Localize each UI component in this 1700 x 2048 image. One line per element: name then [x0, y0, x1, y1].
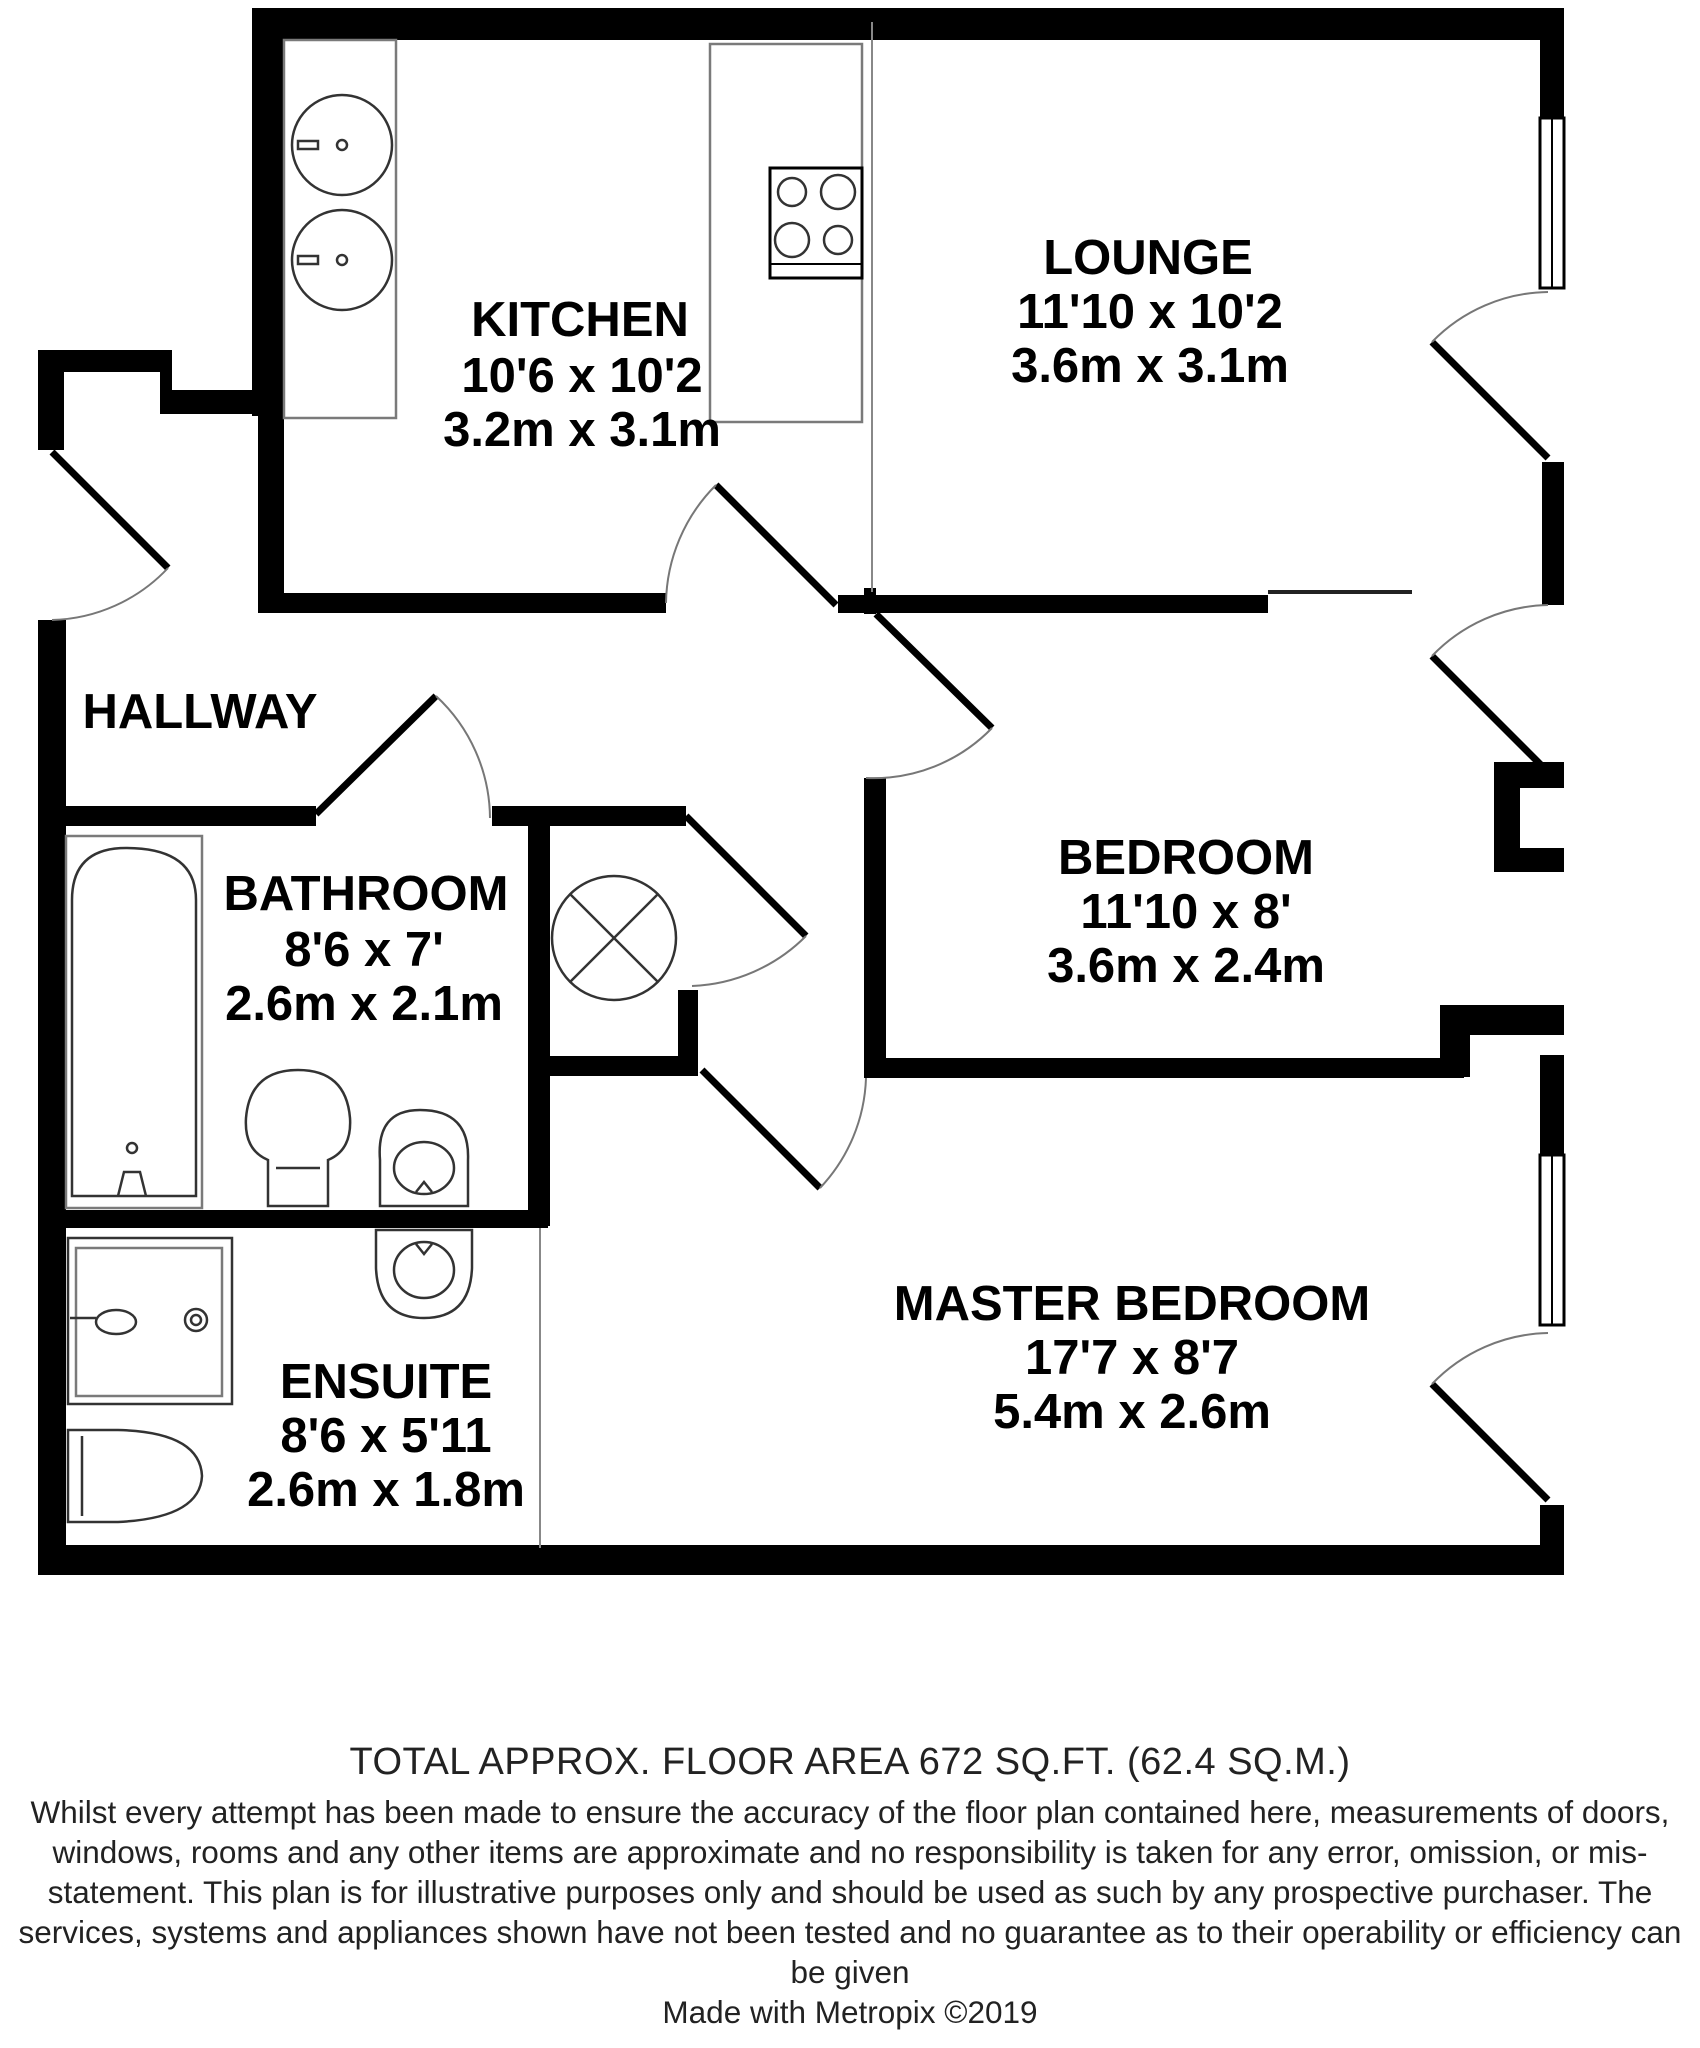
sink-drain-icon [337, 255, 347, 265]
door-bathroom [316, 696, 436, 814]
wall-right-bedroom-bottom [1440, 1005, 1564, 1035]
wall-right-master-upper [1540, 1055, 1564, 1155]
door-master-right [1432, 1384, 1548, 1500]
kitchen-counter-left [284, 40, 396, 418]
tap-icon [298, 141, 318, 149]
shower-drain-inner-icon [191, 1315, 201, 1325]
door-lounge-swing [1432, 292, 1548, 342]
wall-bathroom-top-right [492, 806, 686, 826]
wall-right-bedroom-mid [1494, 848, 1564, 872]
door-bathroom-swing [436, 696, 490, 818]
master-bedroom-imperial: 17'7 x 8'7 [1024, 1331, 1240, 1385]
wall-kitchen-bottom [258, 593, 666, 613]
footer [0, 1740, 1700, 2032]
door-cupboard-swing [692, 936, 806, 986]
hob-icon [770, 168, 862, 278]
lounge-metric: 3.6m x 3.1m [1011, 339, 1289, 393]
wall-lounge-bottom [838, 595, 1268, 613]
bathroom-imperial: 8'6 x 7' [284, 923, 444, 977]
door-lounge [1432, 342, 1548, 458]
bathroom-name: BATHROOM [223, 867, 509, 921]
door-kitchen-swing [666, 485, 716, 603]
total-floor-area: TOTAL APPROX. FLOOR AREA 672 SQ.FT. (62.4 SQ.M.) [349, 1741, 1351, 1783]
ensuite-metric: 2.6m x 1.8m [247, 1463, 525, 1517]
kitchen-name: KITCHEN [471, 293, 689, 347]
wall-hall-top [160, 390, 284, 414]
door-bedroom-swing [866, 728, 992, 778]
wall-bottom [38, 1545, 1564, 1575]
door-bedroom-right-swing [1432, 605, 1548, 656]
shower-drain-icon [185, 1309, 207, 1331]
credit: Made with Metropix ©2019 [662, 1994, 1038, 2030]
ensuite-imperial: 8'6 x 5'11 [280, 1409, 492, 1463]
bathroom-metric: 2.6m x 2.1m [225, 977, 503, 1031]
door-master-right-swing [1432, 1333, 1548, 1384]
door-master [702, 1070, 820, 1188]
basin-tap-icon [416, 1182, 432, 1192]
sink-icon [292, 95, 392, 195]
basin-bowl-icon [394, 1142, 454, 1194]
wall-lounge-bottom-stub [864, 588, 876, 614]
sink-drain-icon [337, 140, 347, 150]
lounge-imperial: 11'10 x 10'2 [1017, 285, 1283, 339]
master-bedroom-metric: 5.4m x 2.6m [993, 1385, 1271, 1439]
door-bedroom [876, 614, 992, 728]
wall-left-top [38, 350, 64, 450]
door-kitchen [716, 485, 836, 605]
wall-bathroom-right [528, 806, 550, 1226]
basin-icon [380, 1110, 468, 1206]
wall-bedroom-bottom [864, 1058, 1464, 1078]
wall-right-top [1540, 8, 1564, 118]
wall-right-master-lower [1540, 1505, 1564, 1575]
wall-kitchen-left [252, 8, 284, 416]
wall-lounge-bottom-thin [1268, 590, 1412, 594]
master-bedroom-name: MASTER BEDROOM [893, 1277, 1371, 1331]
wall-right-lounge [1542, 462, 1564, 605]
tap-icon [298, 256, 318, 264]
wall-bathroom-bottom [64, 1210, 548, 1228]
door-bedroom-right [1432, 656, 1548, 772]
door-entrance-swing [52, 568, 168, 620]
kitchen-imperial: 10'6 x 10'2 [461, 349, 703, 403]
hallway-name: HALLWAY [82, 685, 318, 739]
sink-icon [292, 210, 392, 310]
bedroom-metric: 3.6m x 2.4m [1047, 939, 1325, 993]
shower-head-icon [96, 1310, 136, 1334]
door-entrance [52, 452, 168, 568]
fixtures [66, 40, 862, 1522]
bedroom-name: BEDROOM [1058, 831, 1314, 885]
wall-bedroom-left [864, 778, 886, 1075]
wall-kitchen-left-lower [258, 408, 284, 613]
bedroom-imperial: 11'10 x 8' [1080, 885, 1292, 939]
ensuite-name: ENSUITE [279, 1355, 493, 1409]
wall-cupboard-bottom [538, 1056, 698, 1076]
wall-cupboard-right-lower [678, 990, 698, 1076]
toilet-icon [68, 1430, 202, 1522]
kitchen-metric: 3.2m x 3.1m [443, 403, 721, 457]
bath-plug-icon [127, 1143, 137, 1153]
disclaimer: Whilst every attempt has been made to ensure the accuracy of the floor plan contained here, measurements of doors, windows, rooms and any other items are approximate and no responsibility is taken for any error, omission, or mis-statement. This plan is for illustrative purposes only and should be used as such by any prospective purchaser. The services, systems and appliances shown have not been tested and no guarantee as to their operability or efficiency can be given [18, 1794, 1682, 1990]
door-master-swing [820, 1078, 866, 1188]
wall-top [252, 8, 1564, 40]
toilet-icon [246, 1070, 350, 1206]
wall-hall-stub [160, 350, 172, 414]
bath-tap-icon [118, 1172, 146, 1196]
wall-left [38, 620, 66, 1575]
basin-tap-icon [416, 1244, 432, 1254]
wall-bathroom-top-left [64, 806, 316, 826]
lounge-name: LOUNGE [1043, 231, 1253, 285]
basin-bowl-icon [394, 1242, 454, 1298]
door-cupboard [686, 816, 806, 936]
